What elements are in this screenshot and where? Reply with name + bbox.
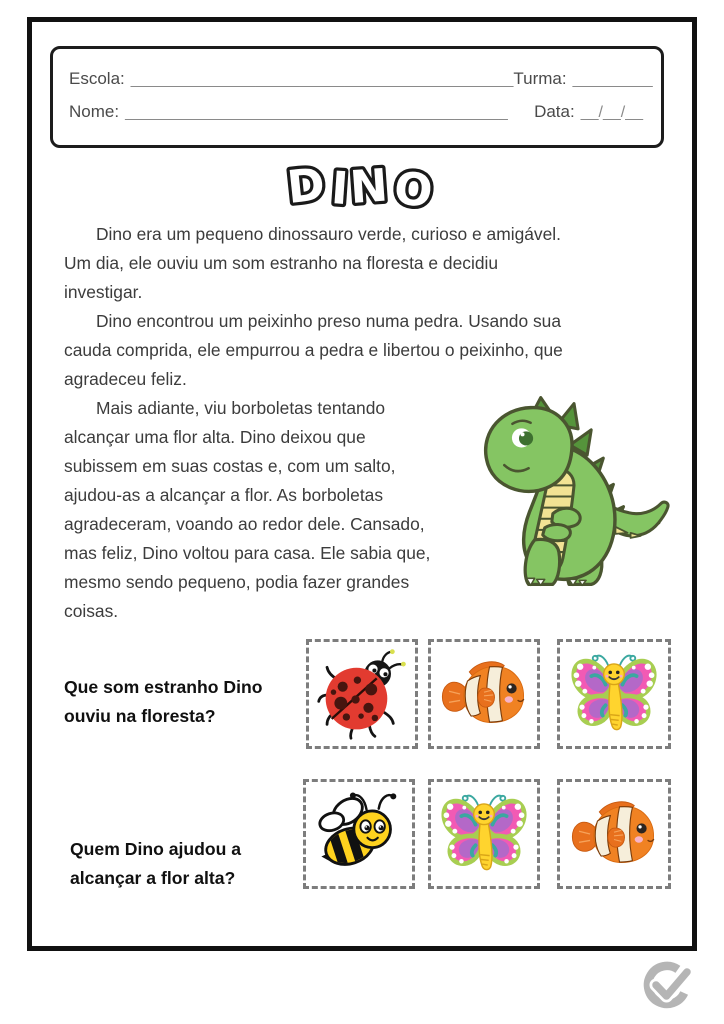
worksheet-title bbox=[0, 156, 724, 220]
butterfly-icon bbox=[437, 787, 531, 881]
svg-text:DINO: DINO bbox=[284, 156, 440, 219]
data-label: Data: bbox=[534, 102, 575, 121]
q1-option-clownfish[interactable] bbox=[428, 639, 540, 749]
turma-label: Turma: bbox=[513, 69, 567, 88]
question-1: Que som estranho Dino ouviu na floresta? bbox=[64, 677, 263, 726]
story-paragraph-1: Dino era um pequeno dinossauro verde, curioso e amigável. Um dia, ele ouviu um som estranho na floresta e decidiu investigar. bbox=[64, 224, 561, 302]
dinosaur-illustration bbox=[470, 392, 672, 600]
clownfish-icon bbox=[568, 788, 660, 880]
header-row-2 bbox=[69, 102, 643, 135]
ladybug-icon bbox=[316, 648, 408, 740]
story-paragraph-2: Dino encontrou um peixinho preso numa pedra. Usando sua cauda comprida, ele empurrou a pedra e libertou o peixinho, que agradeceu feliz. bbox=[64, 311, 563, 389]
data-blank-field[interactable]: __/__/__ bbox=[580, 104, 643, 121]
story-paragraph-3: Mais adiante, viu borboletas tentando alcançar uma flor alta. Dino deixou que subissem em suas costas e, com um salto, ajudou-as a alcançar a flor. As borboletas agradeceram, voando ao redor dele. Cansado, mas feliz, Dino voltou para casa. Ele sabia que, mesmo sendo pequeno, podia fazer grandes coisas. bbox=[64, 398, 431, 621]
student-info-box bbox=[50, 46, 664, 148]
header-row-1 bbox=[69, 69, 653, 102]
escola-blank-field[interactable]: ___________________________________________ bbox=[130, 71, 514, 88]
question-2: Quem Dino ajudou a alcançar a flor alta? bbox=[70, 839, 242, 888]
q1-option-butterfly[interactable] bbox=[557, 639, 671, 749]
green-dinosaur-icon bbox=[470, 392, 672, 600]
escola-label: Escola: bbox=[69, 69, 125, 88]
q2-option-bee[interactable] bbox=[303, 779, 415, 889]
nome-blank-field[interactable]: ___________________________________________ bbox=[125, 104, 508, 121]
q2-option-butterfly[interactable] bbox=[428, 779, 540, 889]
nome-label: Nome: bbox=[69, 102, 120, 121]
check-circle-icon bbox=[641, 957, 701, 1011]
publisher-logo bbox=[641, 957, 701, 1011]
bee-icon bbox=[312, 787, 406, 881]
q2-option-clownfish[interactable] bbox=[557, 779, 671, 889]
clownfish-icon bbox=[438, 648, 530, 740]
q1-option-ladybug[interactable] bbox=[306, 639, 418, 749]
turma-blank-field[interactable]: _________ bbox=[572, 71, 653, 88]
butterfly-icon bbox=[567, 647, 661, 741]
